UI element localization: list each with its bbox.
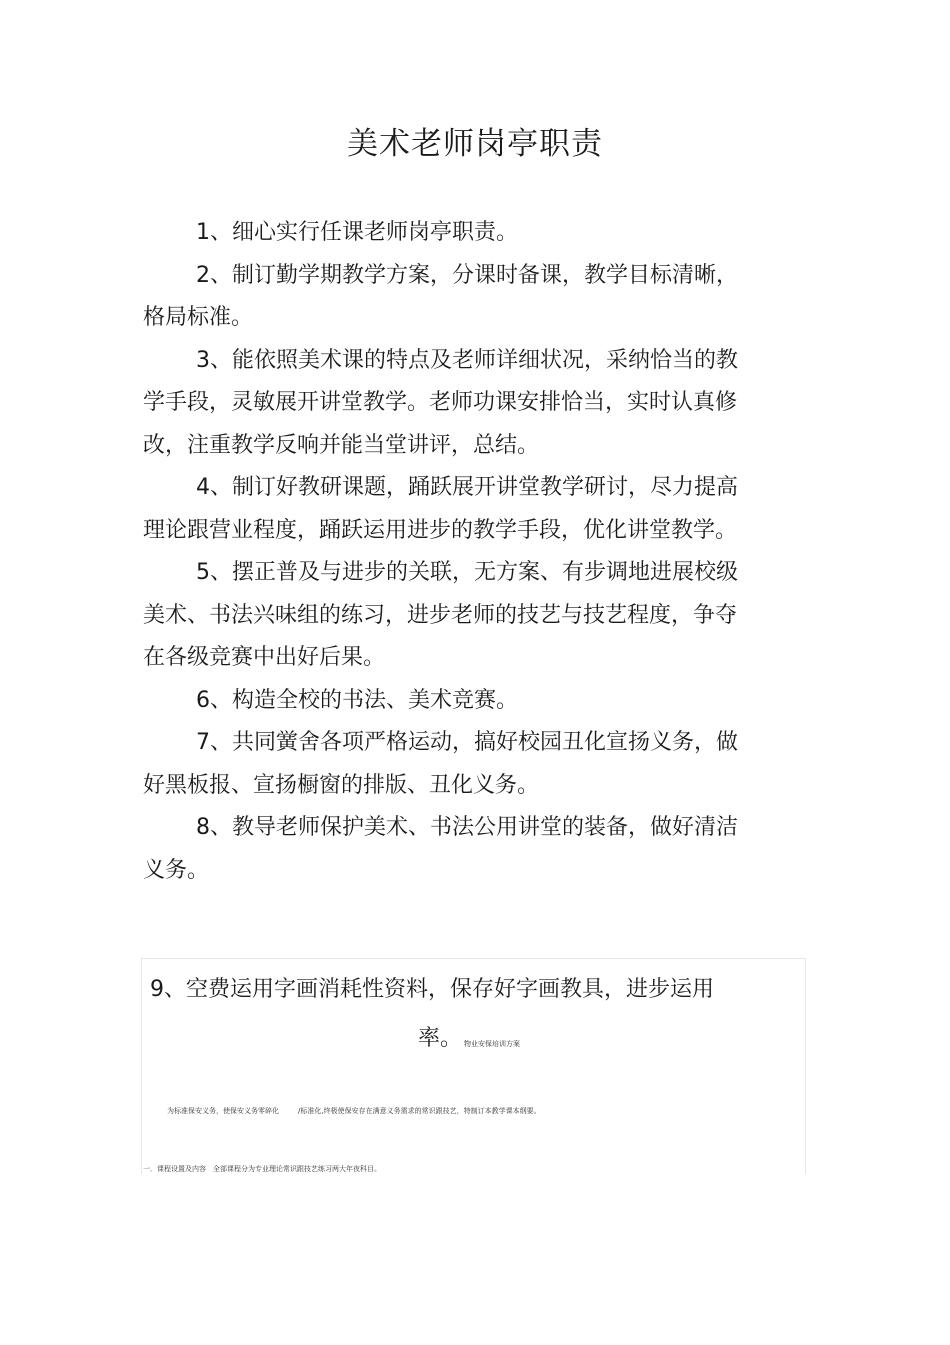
duty-item-1: 1、细心实行任课老师岗亭职责。: [196, 220, 518, 245]
page-title: 美术老师岗亭职责: [347, 126, 603, 162]
duty-item-9-line-1: 9、空费运用字画消耗性资料，保存好字画教具，进步运用: [150, 977, 714, 1002]
duties-list: [143, 212, 748, 892]
training-plan-heading: 物业安保培训方案: [464, 1040, 520, 1048]
duty-item-9-line-2: 率。: [418, 1026, 463, 1051]
training-intro-part-b: /标准化,终极使保安存在满意义务需求的常识跟技艺，特制订本教学课本纲要。: [298, 1107, 541, 1115]
duty-item-6: 6、构造全校的书法、美术竞赛。: [196, 687, 518, 713]
duty-item-4: 4、制订好教研课题，踊跃展开讲堂教学研讨，尽力提高理论跟营业程度，踊跃运用进步的教学手段，优化讲堂教学。: [143, 475, 738, 543]
duty-item-2: 2、制订勤学期教学方案，分课时备课，教学目标清晰，格局标准。: [143, 262, 738, 330]
course-setup-line: 一．课程设置及内容 全部课程分为专业理论常识跟技艺练习两大年夜科目。: [143, 1165, 381, 1173]
embedded-fragment-box: [141, 958, 806, 1174]
duty-item-5: 5、摆正普及与进步的关联，无方案、有步调地进展校级美术、书法兴味组的练习，进步老师的技艺与技艺程度，争夺在各级竞赛中出好后果。: [143, 560, 738, 670]
duty-item-3: 3、能依照美术课的特点及老师详细状况，采纳恰当的教学手段，灵敏展开讲堂教学。老师功课安排恰当，实时认真修改，注重教学反响并能当堂讲评，总结。: [143, 347, 738, 458]
duty-item-7: 7、共同黉舍各项严格运动，搞好校园丑化宣扬义务，做好黑板报、宣扬橱窗的排版、丑化义务。: [143, 730, 738, 798]
training-intro-part-a: 为标准保安义务，使保安义务零碎化: [167, 1107, 279, 1115]
duty-item-8: 8、教导老师保护美术、书法公用讲堂的装备，做好清洁义务。: [143, 815, 738, 883]
